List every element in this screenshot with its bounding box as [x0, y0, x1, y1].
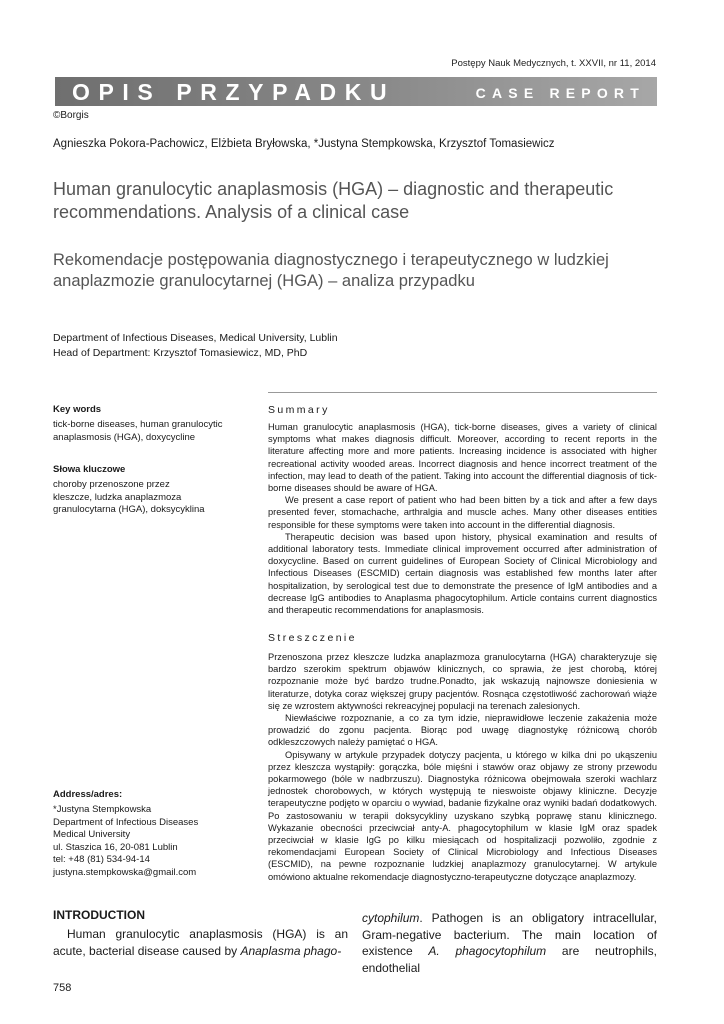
summary-text [268, 421, 657, 616]
intro-italic-species: A. phagocytophilum [428, 944, 547, 958]
slowa-kluczowe-block [53, 464, 253, 517]
affiliation-department: Department of Infectious Diseases, Medical University, Lublin [53, 332, 338, 344]
keywords-text [53, 419, 253, 444]
title-english: Human granulocytic anaplasmosis (HGA) – diagnostic and therapeutic recommendations. Analysis of a clinical case [53, 179, 614, 222]
keywords-block [53, 404, 253, 444]
streszczenie-paragraph: Niewłaściwe rozpoznanie, a co za tym idzie, nieprawidłowe leczenie zakażenia może prowadzić do zgonu pacjenta. Biorąc pod uwagę diagnostykę różnicową chorób odkleszczowych należy pamiętać o HGA. [268, 713, 657, 748]
introduction-right-column [362, 910, 657, 976]
intro-text: are neutrophils, endothelial [362, 944, 657, 975]
intro-italic-species: cytophilum [362, 911, 420, 925]
address-line: tel: +48 (81) 534-94-14 [53, 854, 150, 865]
address-text [53, 804, 258, 879]
address-block [53, 789, 258, 879]
introduction-heading: INTRODUCTION [53, 908, 145, 922]
keywords-line: tick-borne diseases, human granulocytic [53, 419, 223, 430]
publisher-mark: ©Borgis [53, 110, 89, 121]
intro-italic-species: Anaplasma phago- [240, 943, 342, 958]
address-line: Medical University [53, 829, 131, 840]
address-line: ul. Staszica 16, 20-081 Lublin [53, 841, 178, 853]
introduction-left-column [53, 926, 348, 959]
streszczenie-paragraph: Opisywany w artykule przypadek dotyczy pacjenta, u którego w kilka dni po ukąszeniu przez kleszcza wystąpiły: gorączka, bóle mięśni i stawów oraz objawy ze strony przewodu pokarmowego (bóle w nadbrzuszu). Diagnostyka różnicowa obejmowała szeroki wachlarz jednostek chorobowych, w których występują te nieswoiste objawy kliniczne. Decyzje terapeutyczne podjęto w oparciu o wywiad, badanie fizykalne oraz wyniki badań dodatkowych. Po zastosowaniu w terapii doksycykliny uzyskano szybką poprawę stanu klinicznego. Wykazanie obecności przeciwciał anty-A. phagocytophilum w klasie IgM oraz spadek przeciwciał w klasie IgG po kilku miesiącach od hospitalizacji pozwoliło, zgodnie z rekomendacjami European Society of Clinical Microbiology and Infectious Diseases (ESCMID), na pewne rozpoznanie ludzkiej anaplazmozy granulocytarnej. W artykule omówiono aktualne rekomendacje diagnostyczno-terapeutyczne dotyczące anaplazmozy. [268, 749, 657, 882]
address-line: *Justyna Stempkowska [53, 804, 152, 815]
address-line: Department of Infectious Diseases [53, 816, 199, 828]
slowa-line: choroby przenoszone przez [53, 479, 170, 490]
section-divider [268, 392, 657, 393]
streszczenie-heading: Streszczenie [268, 632, 357, 644]
keywords-heading: Key words [53, 404, 102, 415]
slowa-heading: Słowa kluczowe [53, 464, 126, 475]
address-heading: Address/adres: [53, 789, 123, 800]
intro-text: Human granulocytic anaplasmosis (HGA) is an acute, bacterial disease caused by [53, 927, 348, 958]
slowa-text [53, 479, 253, 517]
streszczenie-paragraph: Przenoszona przez kleszcze ludzka anaplazmoza granulocytarna (HGA) charakteryzuje się bardzo szerokim spektrum objawów klinicznych, co sprawia, że jest chorobą, której rozpoznanie może być bardzo trudne.Ponadto, jak wskazują najnowsze doniesienia w literaturze, dotyka coraz większej grupy pacjentów. Rosnąca częstotliwość zachorowań wiąże się ze wzrostem aktywności rekreacyjnej populacji na terenach zalesionych. [268, 652, 657, 711]
summary-paragraph: We present a case report of patient who had been bitten by a tick and after a few days presented fever, stomachache, arthralgia and muscle aches. Many other diseases entities responsible for these symptoms were taken into account in the differential diagnosis. [268, 495, 657, 530]
author-list: Agnieszka Pokora-Pachowicz, Elżbieta Bryłowska, *Justyna Stempkowska, Krzysztof Tomasiewicz [53, 138, 555, 150]
slowa-line: granulocytarna (HGA), doksycyklina [53, 504, 205, 515]
affiliation-head: Head of Department: Krzysztof Tomasiewicz, MD, PhD [53, 347, 308, 359]
affiliation [53, 331, 338, 361]
streszczenie-text [268, 651, 657, 883]
summary-paragraph: Therapeutic decision was based upon history, physical examination and results of additional laboratory tests. Immediate clinical improvement occurred after administration of doxycycline. Based on current guidelines of European Society of Clinical Microbiology and Infectious Diseases (ESCMID) certain diagnosis was established few months later after hospitalization, by serological test due to demonstrate the presence of IgM antibodies and a decrease IgG antibodies to Anaplasma phagocytophilum. Article contains current diagnostics and therapeutic recommendations for anaplasmosis. [268, 531, 657, 616]
slowa-line: kleszcze, ludzka anaplazmoza [53, 491, 182, 503]
summary-paragraph: Human granulocytic anaplasmosis (HGA), tick-borne diseases, gives a variety of clinical symptoms what makes diagnosis difficult. Moreover, according to recent reports in the literature affecting more and more patients. Increasing incidence is associated with higher recreational activity wooded areas. Incorrect diagnosis and hence incorrect treatment of the infection, may lead to death of the patient. Taking into account the differential diagnosis of tick-borne diseases should be aware of HGA. [268, 422, 657, 494]
address-email: justyna.stempkowska@gmail.com [53, 866, 197, 878]
keywords-line: anaplasmosis (HGA), doxycycline [53, 431, 196, 443]
intro-text: . Pathogen is an obligatory intracellular, Gram-negative bacterium. The main location of existence [362, 911, 657, 958]
journal-citation: Postępy Nauk Medycznych, t. XXVII, nr 11, 2014 [451, 58, 656, 69]
page-number: 758 [53, 982, 72, 994]
banner-english-label: CASE REPORT [475, 85, 645, 101]
banner-polish-label: OPIS PRZYPADKU [72, 79, 396, 105]
summary-heading: Summary [268, 404, 330, 416]
article-type-banner [55, 77, 657, 106]
title-polish: Rekomendacje postępowania diagnostycznego i terapeutycznego w ludzkiej anaplazmozie granulocytarnej (HGA) – analiza przypadku [53, 251, 609, 290]
